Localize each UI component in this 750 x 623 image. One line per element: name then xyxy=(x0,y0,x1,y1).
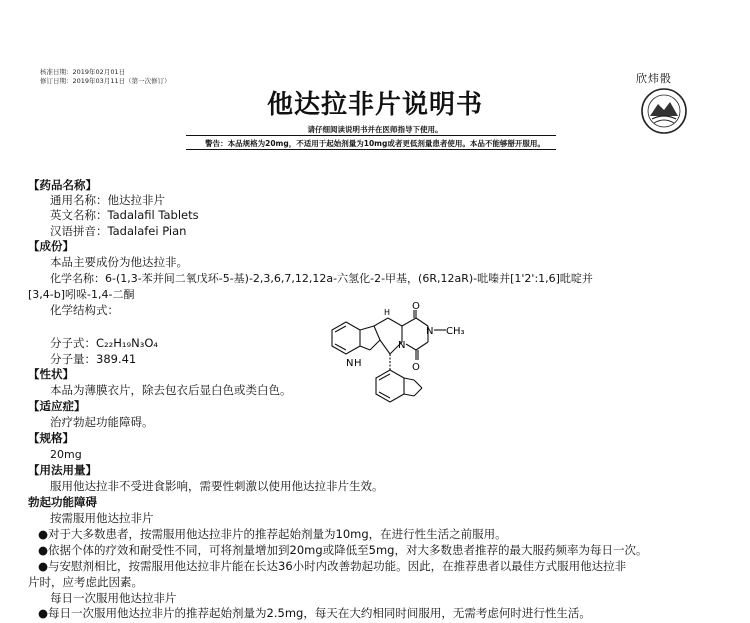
read-instruction: 请仔细阅读说明书并在医师指导下使用。 xyxy=(307,125,443,134)
formula-value: C₂₂H₁₉N₃O₄ xyxy=(96,336,158,350)
h-stereo: H xyxy=(384,308,391,317)
english-name: 英文名称：Tadalafil Tablets xyxy=(50,208,199,222)
n-ring: N xyxy=(398,340,406,351)
indole-n: N xyxy=(346,358,354,369)
methyl-group: CH₃ xyxy=(446,326,465,337)
chemical-name-line1: 化学名称：6-(1,3-苯并间二氧戊环-5-基)-2,3,6,7,12,12a-六氢化-2-甲基，(6R,12aR)-吡嗪并[1'2':1,6]吡啶并 xyxy=(50,272,593,285)
revision-date: 修订日期：2019年03月11日（第一次修订） xyxy=(40,77,171,85)
molecular-formula xyxy=(50,336,158,351)
section-heading-composition: 【成份】 xyxy=(28,239,74,253)
section-heading-dosage: 【用法用量】 xyxy=(28,463,97,477)
section-heading-properties: 【性状】 xyxy=(28,367,74,381)
strength-text: 20mg xyxy=(50,448,82,461)
main-ingredient: 本品主要成份为他达拉非。 xyxy=(50,255,188,269)
section-heading-strength: 【规格】 xyxy=(28,431,74,445)
pinyin-name: 汉语拼音：Tadalafei Pian xyxy=(50,224,187,238)
structure-label: 化学结构式： xyxy=(50,303,119,317)
dosage-bullet-1: ●对于大多数患者，按需服用他达拉非片的推荐起始剂量为10mg，在进行性生活之前服用。 xyxy=(38,527,507,541)
page-title: 他达拉非片说明书 xyxy=(266,90,483,120)
divider xyxy=(186,135,556,136)
properties-text: 本品为薄膜衣片，除去包衣后显白色或类白色。 xyxy=(50,383,292,397)
dosage-bullet-3-cont: 片时，应考虑此因素。 xyxy=(28,575,143,589)
indications-text: 治疗勃起功能障碍。 xyxy=(50,415,154,429)
ed-heading: 勃起功能障碍 xyxy=(28,495,97,509)
oxygen-top: O xyxy=(412,301,420,312)
chemical-structure xyxy=(318,301,468,420)
dosage-bullet-3: ●与安慰剂相比，按需服用他达拉非片能在长达36小时内改善勃起功能。因此，在推荐患者以最佳方式服用他达拉非 xyxy=(38,559,627,573)
divider xyxy=(186,149,556,150)
section-heading-indications: 【适应症】 xyxy=(28,399,86,413)
dosage-text: 服用他达拉非不受进食影响，需要性刺激以使用他达拉非片生效。 xyxy=(50,479,384,493)
daily-heading: 每日一次服用他达拉非片 xyxy=(50,591,177,605)
on-demand-heading: 按需服用他达拉非片 xyxy=(50,511,154,525)
formula-label: 分子式： xyxy=(50,336,96,350)
section-heading-drug-name: 【药品名称】 xyxy=(28,178,97,192)
molecular-weight: 分子量：389.41 xyxy=(50,352,137,366)
n-methyl: N xyxy=(426,326,434,337)
chemical-name-line2: [3,4-b]吲哚-1,4-二酮 xyxy=(28,288,135,301)
brand-name: 欣炜骰 xyxy=(636,72,672,85)
generic-name: 通用名称：他达拉非片 xyxy=(50,193,165,207)
dosage-bullet-2: ●依据个体的疗效和耐受性不同，可将剂量增加到20mg或降低至5mg，对大多数患者推荐的最大服药频率为每日一次。 xyxy=(38,543,648,557)
indole-h: H xyxy=(354,358,362,369)
approval-date: 核准日期：2019年02月01日 xyxy=(40,68,126,76)
warning-text: 警告：本品规格为20mg，不适用于起始剂量为10mg或者更低剂量患者使用。本品不能够掰开服用。 xyxy=(205,139,545,148)
dosage-bullet-4: ●每日一次服用他达拉非片的推荐起始剂量为2.5mg，每天在大约相同时间服用，无需考虑何时进行性生活。 xyxy=(38,606,591,620)
oxygen-bottom: O xyxy=(412,362,420,373)
